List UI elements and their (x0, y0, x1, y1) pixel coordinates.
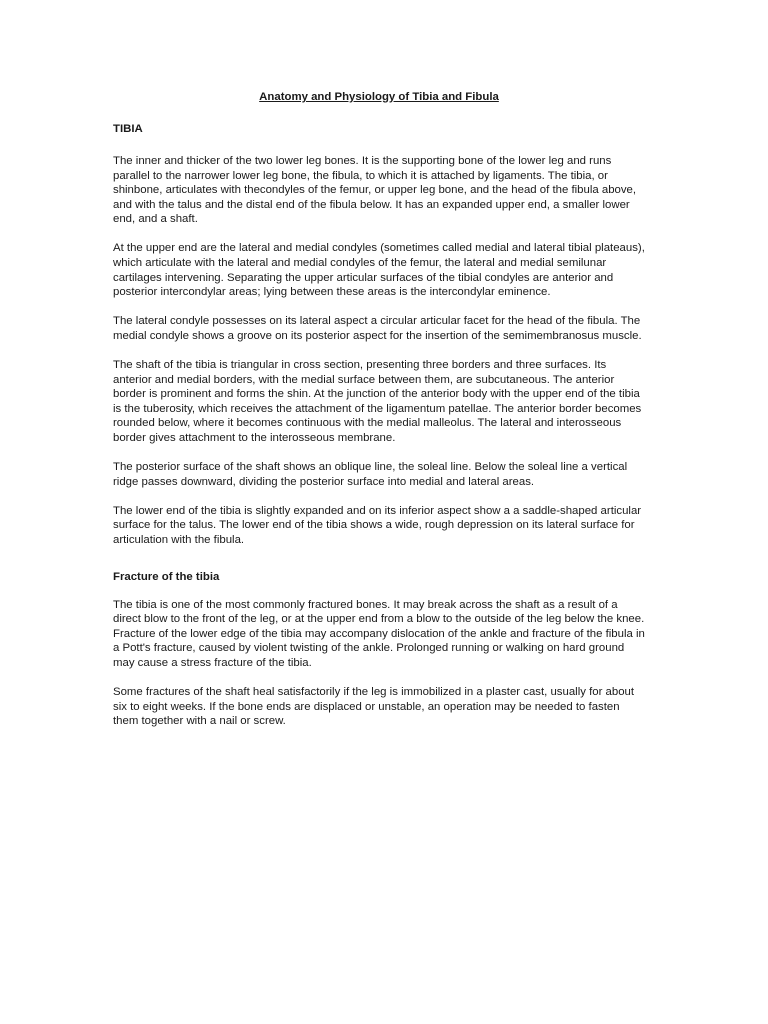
paragraph: The tibia is one of the most commonly fractured bones. It may break across the shaft as a result of a direct blow to the front of the leg, or at the upper end from a blow to the outside of the leg below the knee. Fracture of the lower edge of the tibia may accompany dislocation of the ankle and fracture of the fibula in a Pott's fracture, caused by violent twisting of the ankle. Prolonged running or walking on hard ground may cause a stress fracture of the tibia. (113, 598, 645, 669)
document-body (113, 90, 645, 743)
paragraph: The inner and thicker of the two lower leg bones. It is the supporting bone of the lower leg and runs parallel to the narrower lower leg bone, the fibula, to which it is attached by ligaments. The tibia, or shinbone, articulates with thecondyles of the femur, or upper leg bone, and the head of the fibula above, and with the talus and the distal end of the fibula below. It has an expanded upper end, a smaller lower end, and a shaft. (113, 155, 637, 226)
paragraph: At the upper end are the lateral and medial condyles (sometimes called medial and lateral tibial plateaus), which articulate with the lateral and medial condyles of the femur, the lateral and medial semilunar cartilages intervening. Separating the upper articular surfaces of the tibial condyles are anterior and posterior intercondylar areas; lying between these areas is the intercondylar eminence. (113, 242, 645, 299)
document-title: Anatomy and Physiology of Tibia and Fibula (259, 91, 499, 103)
paragraph: The lateral condyle possesses on its lateral aspect a circular articular facet for the head of the fibula. The medial condyle shows a groove on its posterior aspect for the insertion of the semimembranosus muscle. (113, 315, 642, 342)
paragraph: The lower end of the tibia is slightly expanded and on its inferior aspect show a a saddle-shaped articular surface for the talus. The lower end of the tibia shows a wide, rough depression on its lateral surface for articulation with the fibula. (113, 504, 642, 546)
paragraph: The posterior surface of the shaft shows an oblique line, the soleal line. Below the soleal line a vertical ridge passes downward, dividing the posterior surface into medial and lateral areas. (113, 461, 628, 488)
paragraph: The shaft of the tibia is triangular in cross section, presenting three borders and three surfaces. Its anterior and medial borders, with the medial surface between them, are subcutaneous. The anterior border is prominent and forms the shin. At the junction of the anterior body with the upper end of the tibia is the tuberosity, which receives the attachment of the ligamentum patellae. The anterior border becomes rounded below, where it becomes continuous with the medial malleolus. The lateral and interosseous border gives attachment to the interosseous membrane. (113, 359, 642, 444)
section-heading-tibia: TIBIA (113, 123, 143, 135)
section-heading-fracture: Fracture of the tibia (113, 570, 220, 583)
paragraph: Some fractures of the shaft heal satisfactorily if the leg is immobilized in a plaster cast, usually for about six to eight weeks. If the bone ends are displaced or unstable, an operation may be needed to fasten them together with a nail or screw. (113, 686, 635, 728)
